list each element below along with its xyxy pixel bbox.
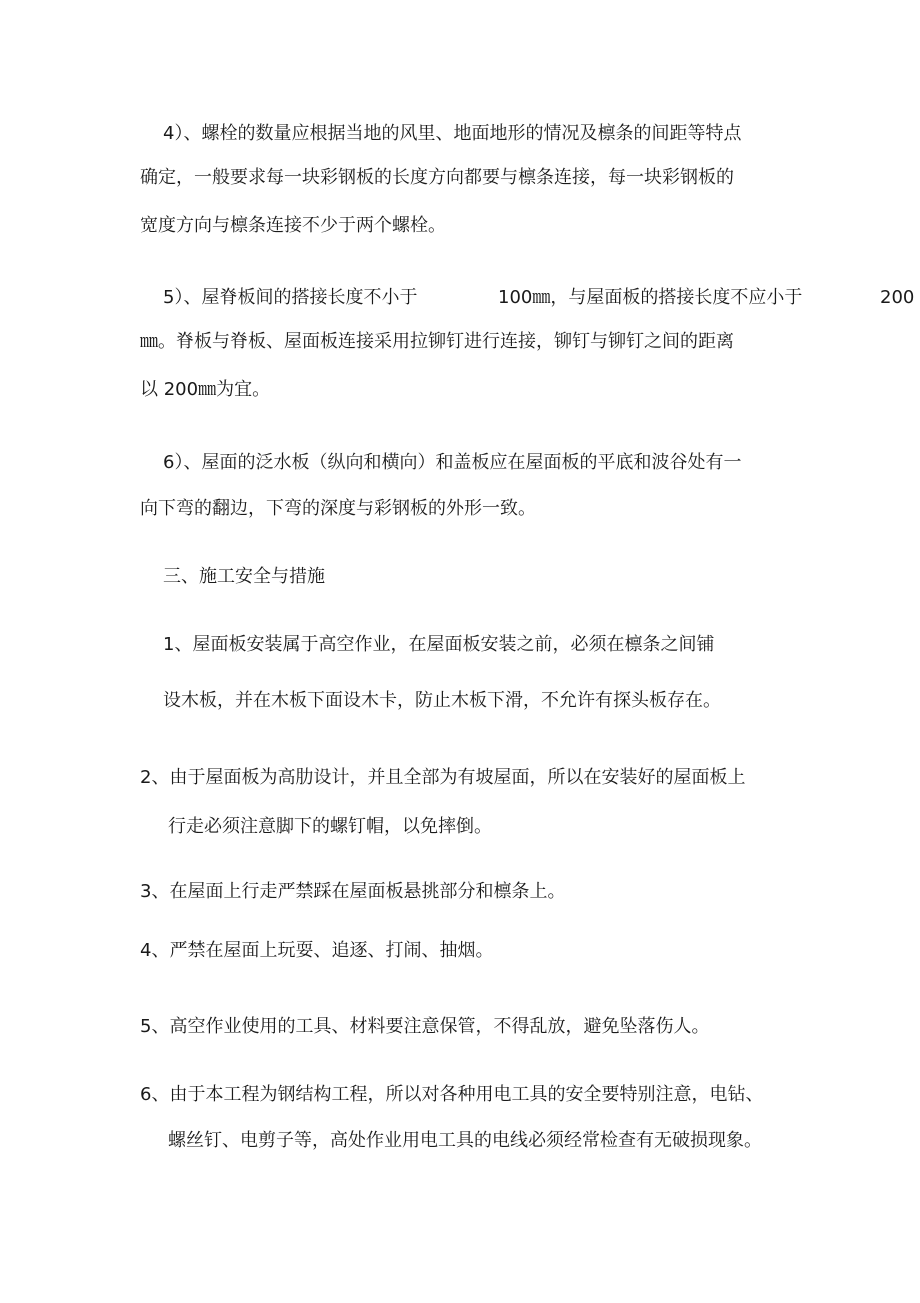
- item-4-line-1: 4）、螺栓的数量应根据当地的风里、地面地形的情况及檩条的间距等特点: [163, 123, 742, 144]
- safety-5: 5、高空作业使用的工具、材料要注意保管，不得乱放，避免坠落伤人。: [140, 1016, 710, 1037]
- item-5-line-1-a: 5）、屋脊板间的搭接长度不小于: [163, 287, 418, 308]
- item-5-line-3: 以 200㎜为宜。: [140, 379, 271, 400]
- item-6-line-1: 6）、屋面的泛水板（纵向和横向）和盖板应在屋面板的平底和波谷处有一: [163, 452, 742, 473]
- safety-6-line-1: 6、由于本工程为钢结构工程，所以对各种用电工具的安全要特别注意，电钻、: [140, 1084, 764, 1105]
- safety-3: 3、在屋面上行走严禁踩在屋面板悬挑部分和檩条上。: [140, 881, 566, 902]
- safety-1-line-1: 1、屋面板安装属于高空作业，在屋面板安装之前，必须在檩条之间铺: [163, 634, 715, 655]
- safety-2-line-1: 2、由于屋面板为高肋设计，并且全部为有坡屋面，所以在安装好的屋面板上: [140, 767, 746, 788]
- safety-6-line-2: 螺丝钉、电剪子等，高处作业用电工具的电线必须经常检查有无破损现象。: [168, 1130, 762, 1151]
- safety-2-line-2: 行走必须注意脚下的螺钉帽，以免摔倒。: [168, 816, 492, 837]
- item-4-line-3: 宽度方向与檩条连接不少于两个螺栓。: [140, 215, 446, 236]
- item-6-line-2: 向下弯的翻边，下弯的深度与彩钢板的外形一致。: [140, 498, 536, 519]
- safety-4: 4、严禁在屋面上玩耍、追逐、打闹、抽烟。: [140, 940, 494, 961]
- safety-1-line-2: 设木板，并在木板下面设木卡，防止木板下滑，不允许有探头板存在。: [163, 690, 721, 711]
- section-title: 三、施工安全与措施: [163, 566, 325, 587]
- item-4-line-2: 确定，一般要求每一块彩钢板的长度方向都要与檩条连接，每一块彩钢板的: [140, 167, 734, 188]
- item-5-line-2: ㎜。脊板与脊板、屋面板连接采用拉铆钉进行连接，铆钉与铆钉之间的距离: [140, 331, 734, 352]
- item-5-line-1-b: 100㎜，与屋面板的搭接长度不应小于: [498, 287, 803, 308]
- item-5-line-1-c: 200: [880, 287, 915, 308]
